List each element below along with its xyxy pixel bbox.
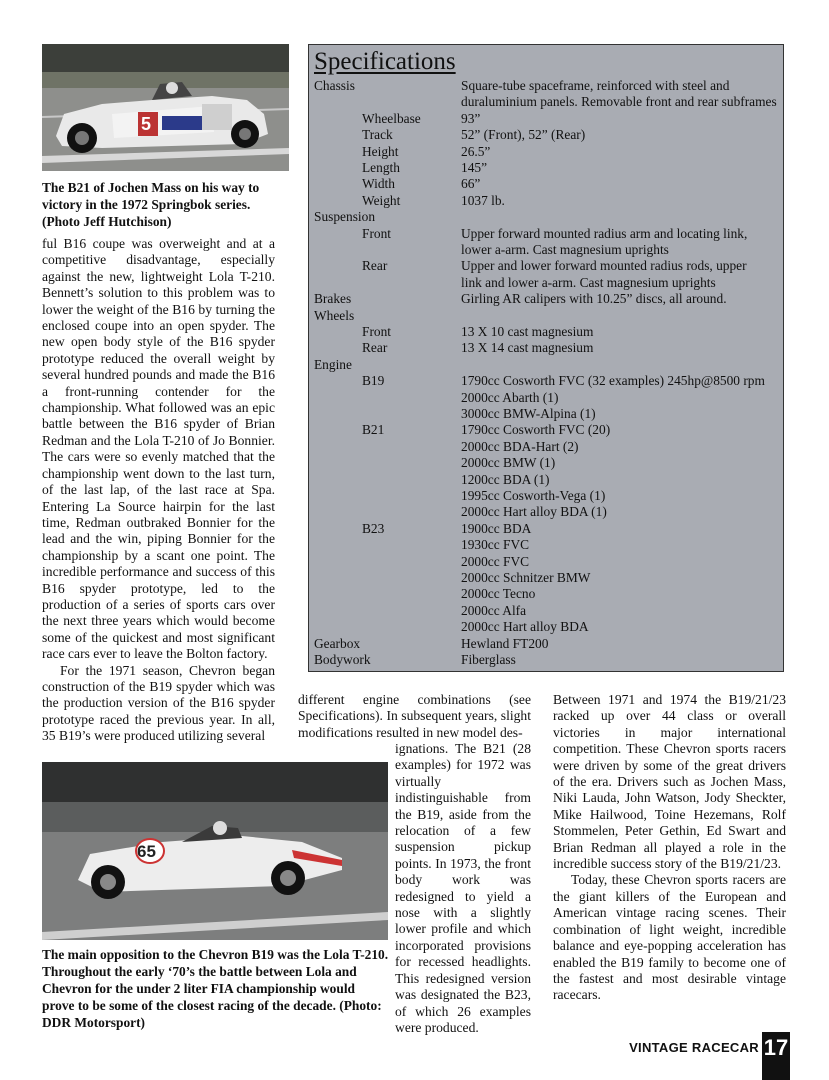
photo-b21-jochen-mass	[42, 44, 289, 171]
spec-value: 2000cc FVC	[461, 553, 530, 569]
spec-value: 2000cc Hart alloy BDA (1)	[461, 504, 607, 520]
spec-value: 2000cc BDA-Hart (2)	[461, 438, 579, 454]
spec-value: 93”	[461, 110, 481, 126]
spec-row	[309, 422, 783, 438]
photo2-caption: The main opposition to the Chevron B19 was the Lola T-210. Throughout the early ‘70’s the battle between Lola and Chevron for the under 2 liter FIA championship would prove to be some of the closest racing of the decade. (Photo: DDR Motorsport)	[42, 947, 389, 1030]
spec-value: Girling AR calipers with 10.25” discs, all around.	[461, 291, 727, 307]
page-number: 17	[762, 1032, 790, 1080]
spec-row	[309, 127, 783, 143]
spec-label: Suspension	[314, 209, 376, 225]
spec-row	[309, 357, 783, 373]
spec-value: 2000cc Hart alloy BDA	[461, 619, 589, 635]
race-car-illustration	[42, 44, 289, 171]
col3-paragraph-2: Today, these Chevron sports racers are the giant killers of the European and American vintage racing scenes. Their combination of light weight, incredible balance and eye-popping acceleration has enabled the B19 family to become one of the fastest and most desirable vintage racecars.	[553, 872, 786, 1003]
article-column-3	[553, 692, 786, 1004]
spec-value: 52” (Front), 52” (Rear)	[461, 127, 586, 143]
spec-row	[309, 176, 783, 192]
spec-value: 1930cc FVC	[461, 537, 530, 553]
spec-row	[309, 504, 783, 520]
spec-value: 1037 lb.	[461, 192, 505, 208]
spec-row	[309, 521, 783, 537]
spec-row	[309, 390, 783, 406]
car-number-5: 5	[141, 114, 152, 134]
spec-label: Track	[362, 127, 393, 143]
spec-value: 1790cc Cosworth FVC (20)	[461, 422, 611, 438]
spec-row	[309, 488, 783, 504]
col2-top-text: different engine combinations (see Specifications). In subsequent years, slight modifications resulted in new model des-	[298, 692, 531, 740]
spec-label: Width	[362, 176, 395, 192]
spec-row	[309, 226, 783, 242]
spec-row	[309, 652, 783, 668]
spec-row	[309, 258, 783, 274]
spec-row	[309, 94, 783, 110]
spec-value: Fiberglass	[461, 652, 516, 667]
col3-paragraph-1: Between 1971 and 1974 the B19/21/23 racked up over 44 class or overall victories in major international competition. These Chevron sports racers were driven by some of the great drivers of the era. Drivers such as Jochen Mass, Niki Lauda, John Watson, Jody Sheckter, Mike Hailwood, Toine Hezemans, Rolf Stommelen, Peter Gethin, Ed Swart and Brian Redman all played a role in the incredible success story of the B19/21/23.	[553, 692, 786, 872]
spec-label: B21	[362, 422, 385, 438]
spec-row	[309, 160, 783, 176]
spec-value: Upper and lower forward mounted radius rods, upper	[461, 258, 747, 274]
specifications-box	[308, 44, 784, 672]
spec-label: Engine	[314, 356, 352, 372]
spec-label: B23	[362, 520, 385, 536]
spec-row	[309, 324, 783, 340]
spec-value: link and lower a-arm. Cast magnesium uprights	[461, 274, 716, 290]
spec-value: 2000cc Abarth (1)	[461, 389, 559, 405]
specifications-title: Specifications	[314, 48, 456, 75]
spec-value: 13 X 14 cast magnesium	[461, 340, 594, 356]
spec-label: Gearbox	[314, 635, 361, 651]
car-number-65: 65	[137, 842, 156, 861]
col1-paragraph-2: For the 1971 season, Chevron began construction of the B19 spyder which was the production version of the B16 spyder prototype raced the previous year. In all, 35 B19’s were produced utilizing several	[42, 662, 275, 744]
spec-row	[309, 455, 783, 471]
spec-label: Brakes	[314, 291, 352, 307]
spec-row	[309, 406, 783, 422]
spec-value: duraluminium panels. Removable front and rear subframes	[461, 94, 777, 110]
spec-row	[309, 570, 783, 586]
spec-label: Front	[362, 324, 392, 339]
spec-value: 2000cc BMW (1)	[461, 455, 556, 471]
photo-lola-t210	[42, 762, 388, 940]
spec-row	[309, 291, 783, 307]
spec-value: Upper forward mounted radius arm and locating link,	[461, 225, 748, 241]
spec-row	[309, 472, 783, 488]
spec-row	[309, 636, 783, 652]
spec-label: Chassis	[314, 78, 355, 93]
spec-value: lower a-arm. Cast magnesium uprights	[461, 242, 669, 257]
spec-label: Weight	[362, 192, 401, 208]
spec-value: 1790cc Cosworth FVC (32 examples) 245hp@8500 rpm	[461, 373, 765, 389]
spec-row	[309, 373, 783, 389]
spec-row	[309, 78, 783, 94]
spec-row	[309, 144, 783, 160]
spec-label: Bodywork	[314, 652, 371, 667]
spec-row	[309, 193, 783, 209]
spec-value: 2000cc Schnitzer BMW	[461, 570, 591, 585]
spec-value: 1200cc BDA (1)	[461, 471, 550, 487]
spec-label: Front	[362, 225, 392, 241]
spec-row	[309, 275, 783, 291]
spec-value: 1900cc BDA	[461, 520, 532, 536]
spec-row	[309, 537, 783, 553]
spec-value: 1995cc Cosworth-Vega (1)	[461, 488, 606, 503]
spec-label: Wheels	[314, 307, 355, 323]
col1-paragraph-1: ful B16 coupe was overweight and at a competitive disadvantage, especially against the new, lightweight Lola T-210. Bennett’s solution to this problem was to lower the weight of the B16 by turning the enclosed coupe into an open spyder. The new open body style of the B16 spyder prototype reduced the overall weight by several hundred pounds and made the B16 a front-running contender for the championship. What followed was an epic battle between the B16 spyder of Brian Redman and the Lola T-210 of Jo Bonnier. The cars were so evenly matched that the championship went down to the last turn, of the last lap, of the last race at Spa. Entering La Source hairpin for the last time, Redman outbraked Bonnier for the lead and the win, piping Bonnier for the championship by a scant one point. The incredible performance and success of this B16 spyder prototype, led to the production of a series of sports cars over the next three years which would become some of the quickest and most significant race cars ever to leave the Bolton factory.	[42, 236, 275, 662]
spec-value: 145”	[461, 160, 488, 175]
spec-value: 13 X 10 cast magnesium	[461, 324, 594, 339]
spec-value: Square-tube spaceframe, reinforced with steel and	[461, 78, 730, 93]
photo1-caption: The B21 of Jochen Mass on his way to victory in the 1972 Springbok series. (Photo Jeff Hutchison)	[42, 180, 260, 229]
spec-value: 26.5”	[461, 143, 491, 159]
spec-value: Hewland FT200	[461, 635, 549, 651]
spec-label: Height	[362, 143, 399, 159]
spec-row	[309, 439, 783, 455]
spec-label: Rear	[362, 340, 388, 356]
spec-value: 2000cc Alfa	[461, 602, 527, 618]
spec-row	[309, 209, 783, 225]
spec-value: 2000cc Tecno	[461, 586, 536, 602]
spec-row	[309, 554, 783, 570]
spec-row	[309, 242, 783, 258]
spec-value: 66”	[461, 176, 481, 192]
spec-row	[309, 308, 783, 324]
spec-label: Length	[362, 160, 400, 175]
article-column-1	[42, 236, 275, 745]
spec-value: 3000cc BMW-Alpina (1)	[461, 406, 596, 421]
spec-row	[309, 111, 783, 127]
race-car-illustration	[42, 762, 388, 940]
spec-row	[309, 603, 783, 619]
spec-row	[309, 619, 783, 635]
spec-row	[309, 586, 783, 602]
magazine-name: VINTAGE RACECAR	[629, 1040, 759, 1055]
col2-text: ignations. The B21 (28 examples) for 1972 was virtually indistinguishable from the B19, aside from the relocation of a few suspension pickup points. In 1973, the front body work was redesigned to yield a nose with a slightly lower profile and which incorporated provisions for recessed headlights. This redesigned version was designated the B23, of which 26 examples were produced.	[395, 741, 531, 1035]
spec-label: B19	[362, 373, 385, 389]
spec-label: Rear	[362, 258, 388, 274]
spec-row	[309, 340, 783, 356]
spec-label: Wheelbase	[362, 110, 421, 126]
